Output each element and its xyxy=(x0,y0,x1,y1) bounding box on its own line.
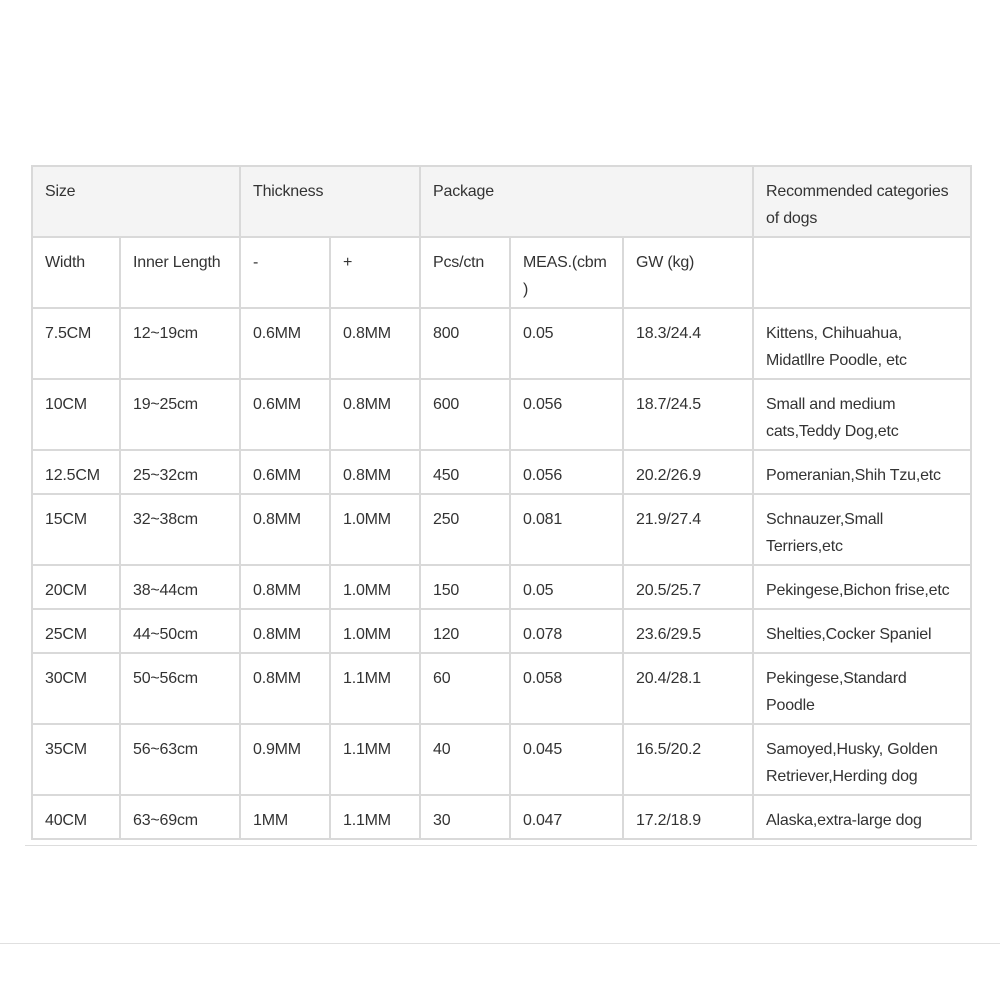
cell-thickness-plus: 1.0MM xyxy=(330,494,420,565)
cell-inner-length: 12~19cm xyxy=(120,308,240,379)
cell-width: 20CM xyxy=(32,565,120,609)
cell-gw: 23.6/29.5 xyxy=(623,609,753,653)
cell-gw: 20.4/28.1 xyxy=(623,653,753,724)
cell-pcs-ctn: 600 xyxy=(420,379,510,450)
divider xyxy=(0,943,1000,944)
cell-dogs: Pomeranian,Shih Tzu,etc xyxy=(753,450,971,494)
table-row xyxy=(32,308,971,379)
header-size: Size xyxy=(32,166,240,237)
cell-inner-length: 38~44cm xyxy=(120,565,240,609)
cell-width: 35CM xyxy=(32,724,120,795)
cell-width: 15CM xyxy=(32,494,120,565)
cell-dogs: Schnauzer,Small Terriers,etc xyxy=(753,494,971,565)
cell-thickness-minus: 0.6MM xyxy=(240,308,330,379)
product-spec-table xyxy=(31,165,972,840)
cell-pcs-ctn: 120 xyxy=(420,609,510,653)
header-thickness-minus: - xyxy=(240,237,330,308)
cell-gw: 20.2/26.9 xyxy=(623,450,753,494)
header-row-group xyxy=(32,166,971,237)
cell-meas: 0.05 xyxy=(510,308,623,379)
cell-dogs: Kittens, Chihuahua, Midatllre Poodle, etc xyxy=(753,308,971,379)
cell-pcs-ctn: 60 xyxy=(420,653,510,724)
cell-thickness-minus: 1MM xyxy=(240,795,330,839)
cell-gw: 17.2/18.9 xyxy=(623,795,753,839)
cell-width: 12.5CM xyxy=(32,450,120,494)
header-inner-length: Inner Length xyxy=(120,237,240,308)
header-pcs-ctn: Pcs/ctn xyxy=(420,237,510,308)
cell-thickness-minus: 0.8MM xyxy=(240,609,330,653)
cell-thickness-minus: 0.8MM xyxy=(240,565,330,609)
header-thickness: Thickness xyxy=(240,166,420,237)
table-row xyxy=(32,724,971,795)
cell-dogs: Small and medium cats,Teddy Dog,etc xyxy=(753,379,971,450)
cell-thickness-plus: 1.0MM xyxy=(330,609,420,653)
header-row-sub xyxy=(32,237,971,308)
cell-thickness-plus: 0.8MM xyxy=(330,308,420,379)
cell-width: 25CM xyxy=(32,609,120,653)
cell-dogs: Pekingese,Standard Poodle xyxy=(753,653,971,724)
cell-pcs-ctn: 40 xyxy=(420,724,510,795)
header-meas: MEAS.(cbm ) xyxy=(510,237,623,308)
cell-meas: 0.05 xyxy=(510,565,623,609)
table-row xyxy=(32,494,971,565)
cell-thickness-plus: 0.8MM xyxy=(330,379,420,450)
cell-inner-length: 19~25cm xyxy=(120,379,240,450)
cell-meas: 0.056 xyxy=(510,379,623,450)
table-row xyxy=(32,609,971,653)
cell-dogs: Samoyed,Husky, Golden Retriever,Herding dog xyxy=(753,724,971,795)
cell-thickness-minus: 0.8MM xyxy=(240,494,330,565)
cell-thickness-plus: 1.1MM xyxy=(330,724,420,795)
header-gw: GW (kg) xyxy=(623,237,753,308)
table-row xyxy=(32,379,971,450)
cell-pcs-ctn: 800 xyxy=(420,308,510,379)
header-width: Width xyxy=(32,237,120,308)
cell-meas: 0.078 xyxy=(510,609,623,653)
table-row xyxy=(32,565,971,609)
cell-thickness-minus: 0.6MM xyxy=(240,450,330,494)
cell-pcs-ctn: 30 xyxy=(420,795,510,839)
cell-thickness-plus: 1.1MM xyxy=(330,795,420,839)
cell-meas: 0.047 xyxy=(510,795,623,839)
cell-gw: 21.9/27.4 xyxy=(623,494,753,565)
cell-dogs: Shelties,Cocker Spaniel xyxy=(753,609,971,653)
cell-dogs: Pekingese,Bichon frise,etc xyxy=(753,565,971,609)
header-package: Package xyxy=(420,166,753,237)
header-recommended-categories: Recommended categories of dogs xyxy=(753,166,971,237)
cell-gw: 20.5/25.7 xyxy=(623,565,753,609)
cell-pcs-ctn: 450 xyxy=(420,450,510,494)
cell-gw: 16.5/20.2 xyxy=(623,724,753,795)
cell-width: 7.5CM xyxy=(32,308,120,379)
cell-thickness-plus: 0.8MM xyxy=(330,450,420,494)
cell-thickness-minus: 0.9MM xyxy=(240,724,330,795)
cell-inner-length: 44~50cm xyxy=(120,609,240,653)
cell-inner-length: 25~32cm xyxy=(120,450,240,494)
cell-inner-length: 56~63cm xyxy=(120,724,240,795)
cell-thickness-minus: 0.6MM xyxy=(240,379,330,450)
header-empty xyxy=(753,237,971,308)
cell-gw: 18.7/24.5 xyxy=(623,379,753,450)
cell-gw: 18.3/24.4 xyxy=(623,308,753,379)
cell-inner-length: 63~69cm xyxy=(120,795,240,839)
cell-meas: 0.081 xyxy=(510,494,623,565)
cell-meas: 0.058 xyxy=(510,653,623,724)
cell-meas: 0.056 xyxy=(510,450,623,494)
cell-thickness-minus: 0.8MM xyxy=(240,653,330,724)
cell-pcs-ctn: 250 xyxy=(420,494,510,565)
table-row xyxy=(32,795,971,839)
table-row xyxy=(32,450,971,494)
table-row xyxy=(32,653,971,724)
cell-meas: 0.045 xyxy=(510,724,623,795)
divider xyxy=(25,845,977,846)
cell-inner-length: 50~56cm xyxy=(120,653,240,724)
header-thickness-plus: + xyxy=(330,237,420,308)
cell-width: 30CM xyxy=(32,653,120,724)
cell-dogs: Alaska,extra-large dog xyxy=(753,795,971,839)
cell-thickness-plus: 1.0MM xyxy=(330,565,420,609)
cell-inner-length: 32~38cm xyxy=(120,494,240,565)
cell-pcs-ctn: 150 xyxy=(420,565,510,609)
cell-width: 40CM xyxy=(32,795,120,839)
cell-thickness-plus: 1.1MM xyxy=(330,653,420,724)
cell-width: 10CM xyxy=(32,379,120,450)
